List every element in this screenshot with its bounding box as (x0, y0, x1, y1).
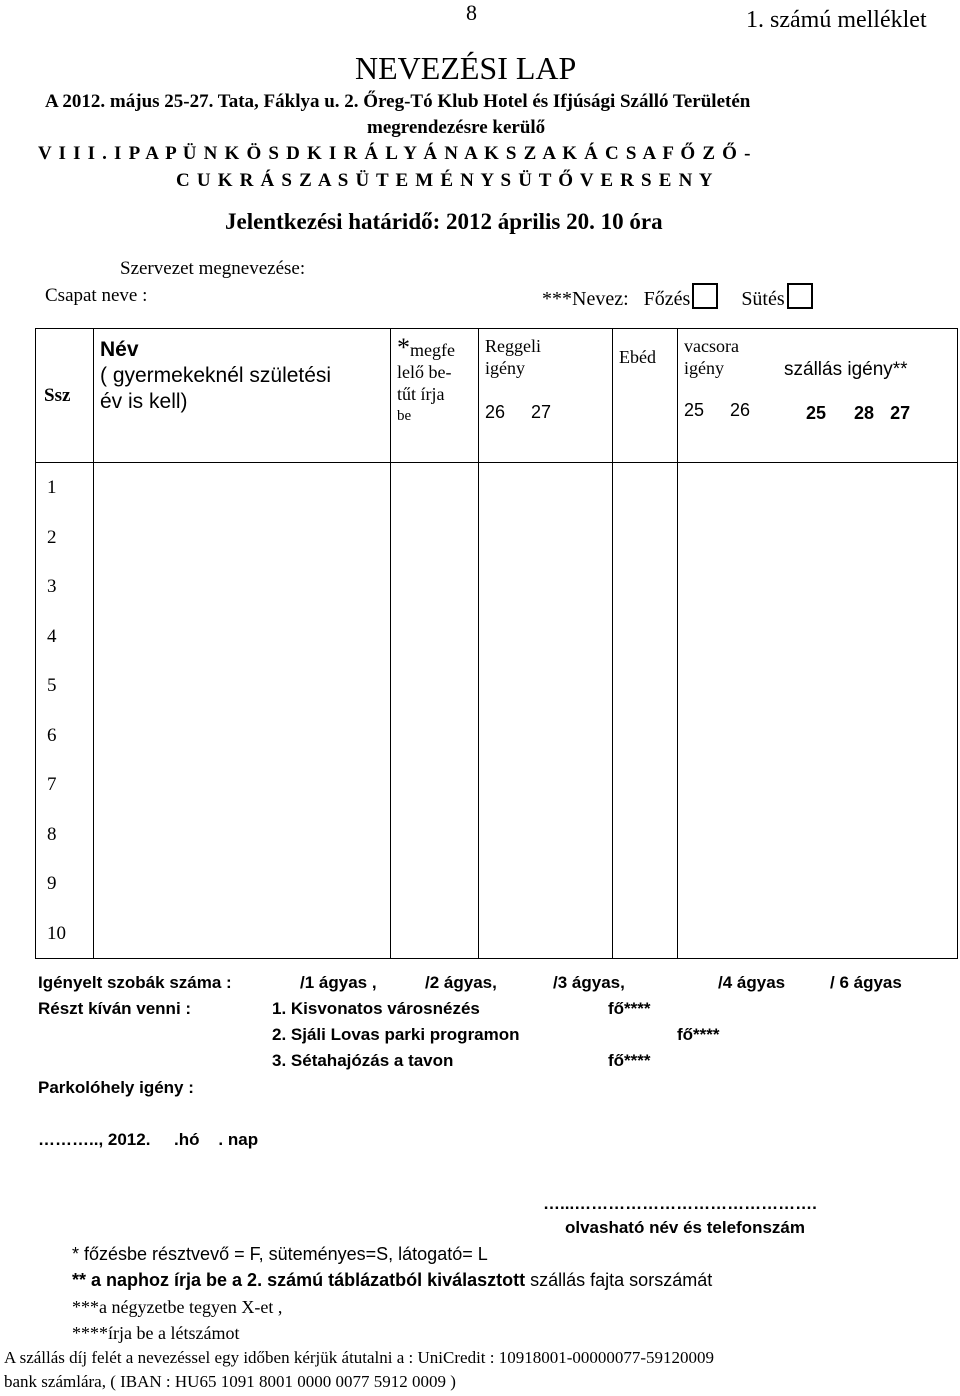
date-line: ……….., 2012. .hó . nap (38, 1130, 259, 1149)
program-2: 2. Sjáli Lovas parki programon (272, 1025, 520, 1044)
payment-line-2: bank számlára, ( IBAN : HU65 1091 8001 0000 0077 5912 0009 ) (4, 1372, 456, 1391)
header-breakfast: Reggeli igény 26 27 (479, 329, 613, 463)
program-3: 3. Sétahajózás a tavon (272, 1051, 454, 1070)
page-title: NEVEZÉSI LAP (355, 50, 577, 86)
signature-dots: …...……………………………………. (543, 1194, 817, 1213)
page-number: 8 (466, 0, 477, 25)
program-1-unit: fő**** (608, 999, 651, 1018)
row-number: 6 (47, 724, 57, 746)
organization-label: Szervezet megnevezése: (120, 258, 306, 279)
entry-options (542, 283, 813, 311)
program-3-unit: fő**** (608, 1051, 651, 1070)
header-name: Név ( gyermekeknél születési év is kell) (94, 329, 391, 463)
parking-label: Parkolóhely igény : (38, 1078, 194, 1097)
payment-line-1: A szállás díj felét a nevezéssel egy időben kérjük átutalni a : UniCredit : 10918001-00000077-59120009 (4, 1348, 715, 1367)
row-number: 2 (47, 526, 57, 548)
option-cooking-label: Főzés (643, 288, 691, 310)
code-cells[interactable] (391, 463, 479, 959)
deadline: Jelentkezési határidő: 2012 április 20. 10 óra (225, 209, 663, 234)
rooms-3: /3 ágyas, (553, 973, 625, 992)
registration-table (35, 328, 958, 959)
note-2: ** a naphoz írja be a 2. számú táblázatból kiválasztott szállás fajta sorszámát (72, 1270, 713, 1290)
team-label: Csapat neve : (45, 285, 148, 306)
header-lunch: Ebéd (613, 329, 678, 463)
program-1: 1. Kisvonatos városnézés (272, 999, 480, 1018)
breakfast-cells[interactable] (479, 463, 613, 959)
competition-line-2: C U K R Á S Z A S Ü T E M É N Y S Ü T Ő V E R S E N Y (176, 170, 714, 191)
note-4: ****írja be a létszámot (72, 1323, 240, 1343)
rooms-1: /1 ágyas , (300, 973, 377, 992)
note-1: * főzésbe résztvevő = F, süteményes=S, látogató= L (72, 1244, 488, 1264)
row-number: 8 (47, 823, 57, 845)
header-ssz: Ssz (36, 329, 94, 463)
option-baking-label: Sütés (741, 288, 785, 310)
event-line-2: megrendezésre kerülő (367, 117, 546, 138)
rooms-6: / 6 ágyas (830, 973, 902, 992)
row-numbers (36, 463, 94, 959)
participate-label: Részt kíván venni : (38, 999, 192, 1018)
entry-label: ***Nevez: (542, 288, 629, 310)
header-code: *megfe lelő be- tűt írja be (391, 329, 479, 463)
row-number: 9 (47, 873, 57, 894)
baking-checkbox[interactable] (787, 283, 813, 309)
row-number: 1 (47, 477, 57, 498)
header-dinner: vacsora igény 25 26 (678, 329, 779, 463)
row-number: 5 (47, 675, 57, 696)
annex-label: 1. számú melléklet (746, 7, 927, 33)
row-number: 10 (47, 922, 66, 944)
competition-line-1: V I I I . I P A P Ü N K Ö S D K I R Á L Y Á N A K S Z A K Á C S A F Ő Z Ő - (38, 143, 752, 164)
rooms-2: /2 ágyas, (425, 973, 497, 992)
row-number: 7 (47, 774, 57, 795)
row-number: 3 (47, 576, 57, 597)
rooms-4: /4 ágyas (718, 973, 786, 992)
dinner-lodging-cells[interactable] (678, 463, 958, 959)
row-number: 4 (47, 625, 57, 647)
cooking-checkbox[interactable] (692, 283, 718, 309)
note-3: ***a négyzetbe tegyen X-et , (72, 1297, 283, 1317)
lunch-cells[interactable] (613, 463, 678, 959)
program-2-unit: fő**** (677, 1025, 720, 1044)
name-cells[interactable] (94, 463, 391, 959)
rooms-label: Igényelt szobák száma : (38, 973, 232, 992)
event-line: A 2012. május 25-27. Tata, Fáklya u. 2. Őreg-Tó Klub Hotel és Ifjúsági Szálló Területén (45, 91, 751, 112)
signature-label: olvasható név és telefonszám (565, 1218, 805, 1237)
header-lodging: szállás igény** 25 28 27 (778, 329, 958, 463)
